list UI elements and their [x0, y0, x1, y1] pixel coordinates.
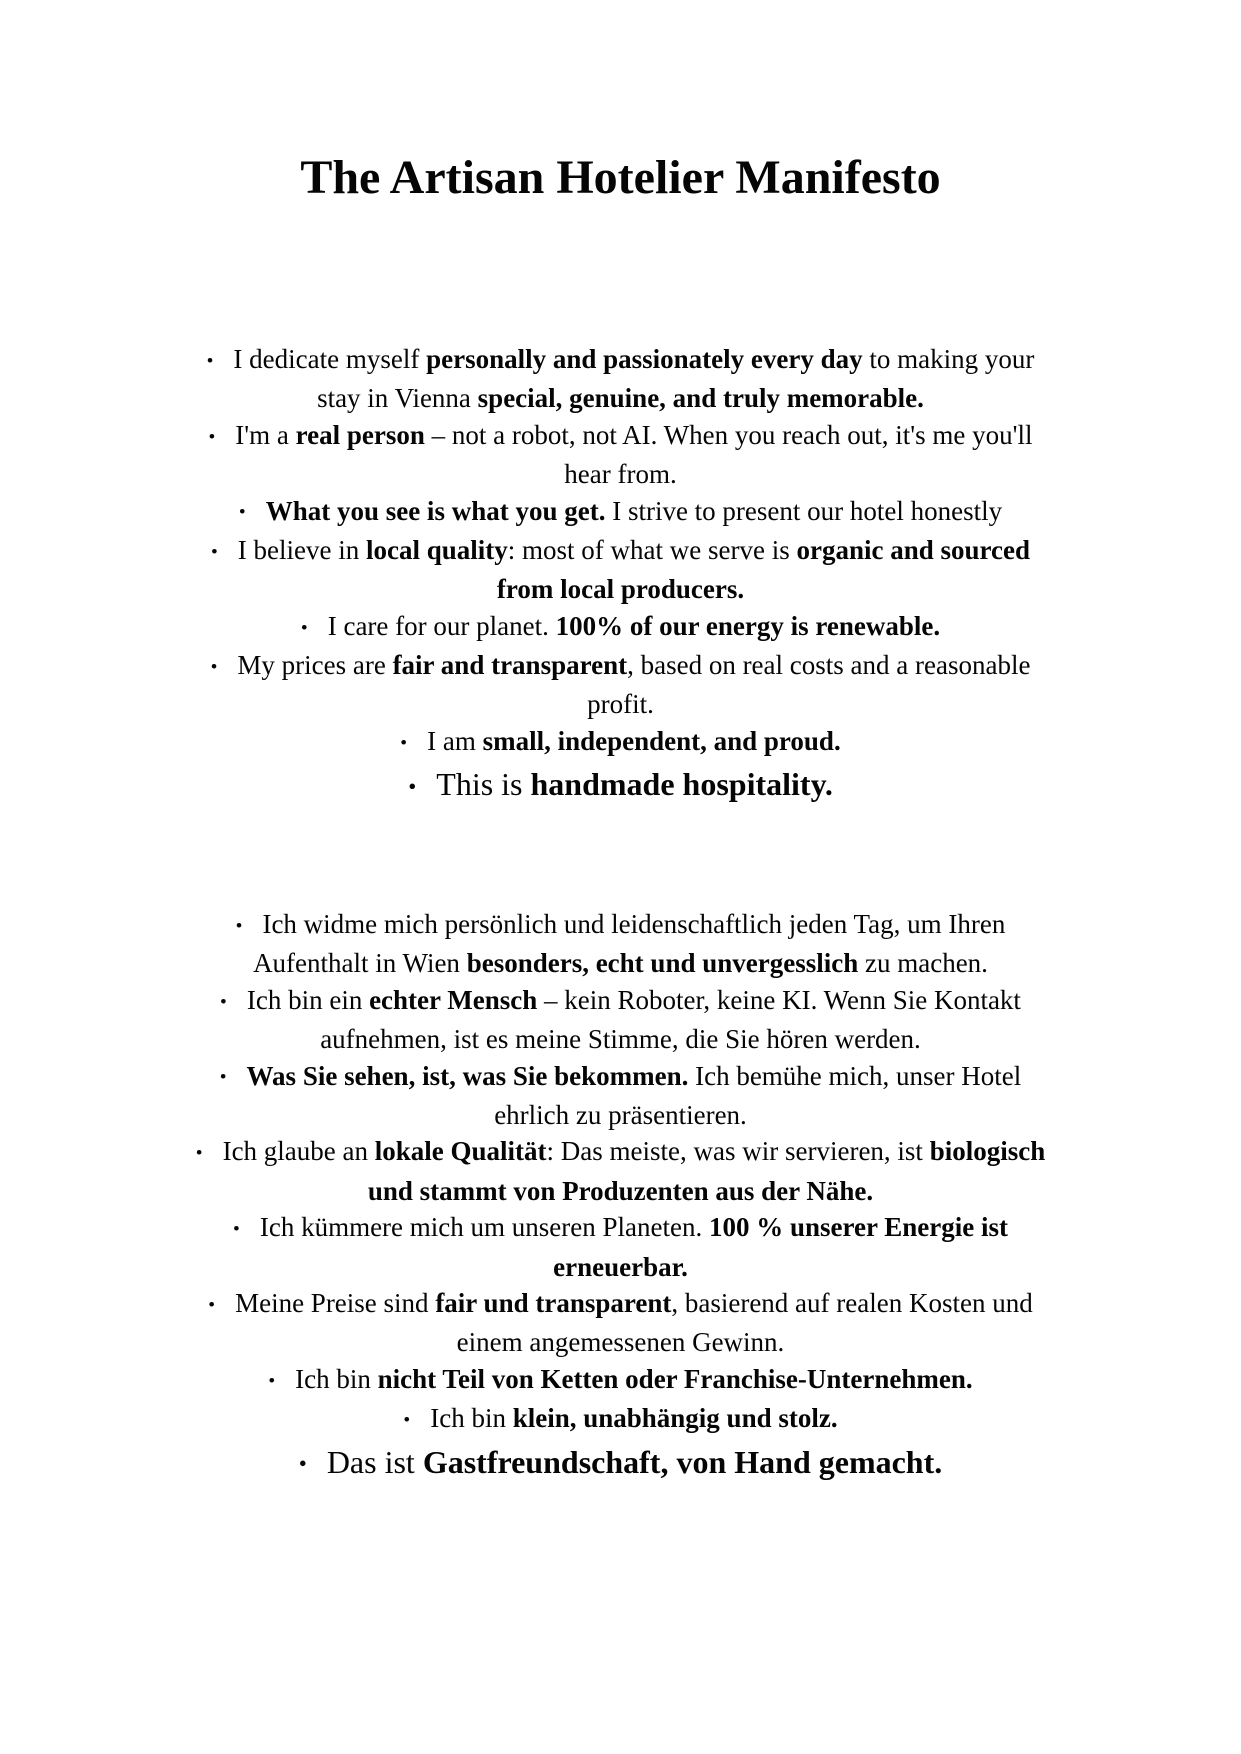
text-run: Ich bin: [295, 1363, 378, 1394]
list-item: [191, 1400, 1051, 1439]
list-item: [191, 647, 1051, 723]
list-item: [191, 493, 1051, 532]
text-run: – kein Roboter, keine KI. Wenn Sie Kontakt aufnehmen, ist es meine Stimme, die Sie hören werden.: [320, 984, 1021, 1055]
list-item: [191, 1209, 1051, 1285]
list-item: [191, 1440, 1051, 1487]
list-item: [191, 532, 1051, 608]
bullet-icon: •: [208, 1294, 216, 1316]
text-run: Gastfreundschaft, von Hand gemacht.: [422, 1443, 943, 1480]
text-run: 100 % unserer Energie ist erneuerbar.: [553, 1212, 1008, 1282]
bullet-icon: •: [220, 991, 227, 1013]
text-run: I'm a: [235, 419, 296, 450]
text-run: Ich glaube an: [222, 1136, 375, 1167]
bullet-icon: •: [195, 1143, 203, 1165]
list-item: [191, 906, 1051, 982]
bullet-icon: •: [403, 1410, 411, 1432]
text-run: My prices are: [237, 650, 393, 681]
manifesto-list-english: [191, 341, 1051, 809]
text-run: to making your stay in Vienna: [317, 343, 1035, 414]
text-run: nicht Teil von Ketten oder Franchise-Unternehmen.: [377, 1363, 973, 1394]
bullet-icon: •: [298, 1450, 307, 1477]
text-run: Meine Preise sind: [235, 1288, 436, 1319]
text-run: : most of what we serve is: [507, 534, 797, 565]
bullet-icon: •: [206, 350, 214, 372]
text-run: Das ist: [326, 1443, 423, 1480]
bullet-icon: •: [233, 1219, 240, 1241]
text-run: echter Mensch: [369, 984, 538, 1015]
list-item: [191, 341, 1051, 417]
text-run: Ich kümmere mich um unseren Planeten.: [259, 1212, 709, 1243]
text-run: : Das meiste, was wir servieren, ist: [546, 1136, 930, 1167]
text-run: biologisch und stammt von Produzenten aus der Nähe.: [367, 1136, 1046, 1206]
bullet-icon: •: [208, 426, 216, 448]
text-run: zu machen.: [858, 948, 988, 979]
page-title: The Artisan Hotelier Manifesto: [300, 151, 941, 204]
text-run: handmade hospitality.: [530, 766, 833, 803]
list-item: [191, 762, 1051, 809]
text-run: local quality: [366, 534, 508, 565]
text-run: I care for our planet.: [327, 610, 556, 641]
text-run: Ich bin ein: [246, 984, 370, 1015]
text-run: fair and transparent: [392, 650, 628, 681]
text-run: special, genuine, and truly memorable.: [477, 383, 924, 414]
manifesto-list-german: [191, 906, 1051, 1486]
text-run: – not a robot, not AI. When you reach out, it's me you'll hear from.: [424, 419, 1033, 490]
bullet-icon: •: [219, 1067, 227, 1089]
list-item: [191, 723, 1051, 762]
text-run: Was Sie sehen, ist, was Sie bekommen.: [246, 1060, 689, 1091]
list-item: [191, 982, 1051, 1058]
bullet-icon: •: [268, 1370, 276, 1392]
text-run: I am: [427, 725, 483, 756]
list-item: [191, 1133, 1051, 1209]
text-run: small, independent, and proud.: [482, 725, 841, 756]
text-run: , basierend auf realen Kosten und einem angemessenen Gewinn.: [456, 1288, 1033, 1358]
text-run: lokale Qualität: [374, 1136, 547, 1167]
bullet-icon: •: [238, 502, 246, 524]
text-run: , based on real costs and a reasonable profit.: [587, 650, 1031, 720]
text-run: fair und transparent: [435, 1288, 672, 1319]
list-item: [191, 1285, 1051, 1361]
text-run: personally and passionately every day: [426, 343, 863, 374]
list-item: [191, 417, 1051, 493]
text-run: I dedicate myself: [233, 343, 427, 374]
text-run: organic and sourced from local producers.: [496, 534, 1030, 605]
text-run: Ich widme mich persönlich und leidenschaftlich jeden Tag, um Ihren Aufenthalt in Wien: [253, 908, 1006, 979]
list-item: [191, 608, 1051, 647]
text-run: I believe in: [237, 534, 366, 565]
text-run: 100% of our energy is renewable.: [555, 610, 941, 641]
text-run: besonders, echt und unvergesslich: [466, 948, 859, 979]
bullet-icon: •: [210, 541, 218, 563]
bullet-icon: •: [235, 915, 243, 937]
list-item: [191, 1361, 1051, 1400]
text-run: This is: [436, 766, 531, 803]
text-run: Ich bemühe mich, unser Hotel ehrlich zu präsentieren.: [494, 1060, 1022, 1130]
bullet-icon: •: [400, 732, 408, 754]
text-run: klein, unabhängig und stolz.: [512, 1403, 838, 1434]
list-item: [191, 1058, 1051, 1134]
text-run: What you see is what you get.: [265, 495, 606, 526]
text-run: real person: [295, 419, 425, 450]
text-run: I strive to present our hotel honestly: [605, 495, 1003, 526]
text-run: Ich bin: [430, 1403, 513, 1434]
bullet-icon: •: [300, 617, 308, 639]
bullet-icon: •: [408, 772, 417, 799]
bullet-icon: •: [210, 656, 218, 678]
